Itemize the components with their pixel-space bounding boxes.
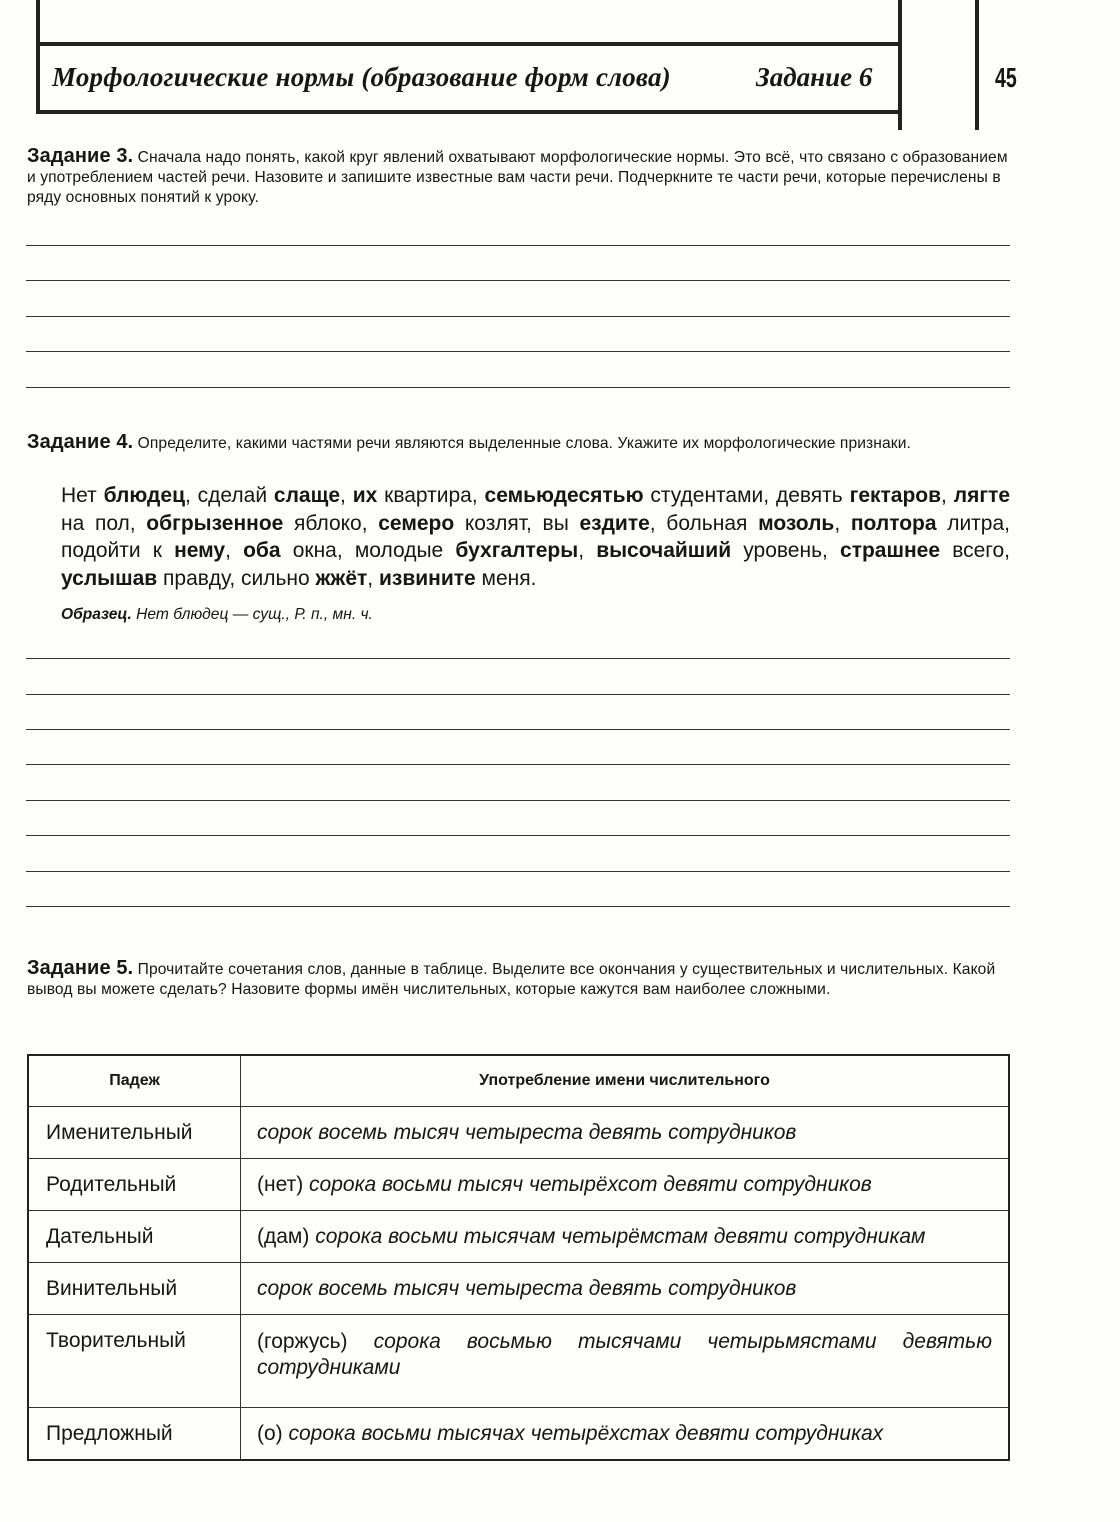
case-name: Предложный	[28, 1408, 241, 1461]
highlighted-word: ездите	[579, 511, 650, 535]
passage-plain-text: ,	[367, 566, 379, 590]
answer-line[interactable]	[26, 658, 1010, 659]
highlighted-word: блюдец	[103, 484, 185, 507]
answer-line[interactable]	[26, 694, 1010, 695]
numeral-usage	[241, 1263, 1010, 1315]
highlighted-word: нему	[174, 539, 226, 562]
highlighted-word: полтора	[850, 511, 937, 535]
table-header-row	[28, 1055, 1009, 1107]
task-4-label: Задание 4.	[27, 431, 134, 453]
highlighted-word: обгрызенное	[146, 511, 284, 535]
highlighted-word: семьюдесятью	[484, 484, 644, 507]
table-row	[28, 1263, 1009, 1315]
task-3-label: Задание 3.	[27, 145, 134, 167]
usage-phrase: сорок восемь тысяч четыреста девять сотрудников	[257, 1120, 797, 1144]
passage-plain-text: ,	[225, 539, 244, 562]
highlighted-word: слаще	[273, 484, 341, 507]
usage-prefix: (дам)	[257, 1224, 316, 1248]
passage-plain-text: ,	[578, 539, 597, 562]
sample-text: Нет блюдец — сущ., Р. п., мн. ч.	[136, 606, 373, 623]
highlighted-word: их	[352, 484, 378, 507]
numeral-usage	[241, 1315, 1010, 1408]
passage-plain-text: , сделай	[184, 484, 274, 507]
highlighted-word: высочайший	[596, 539, 732, 562]
case-name: Родительный	[28, 1159, 241, 1211]
case-name: Винительный	[28, 1263, 241, 1315]
passage-plain-text: яблоко,	[283, 511, 379, 535]
passage-plain-text: студентами, девять	[643, 484, 850, 507]
usage-phrase: сорока восьми тысяч четырёхсот девяти сотрудников	[309, 1172, 872, 1196]
table-row	[28, 1107, 1009, 1159]
column-header-case: Падеж	[28, 1055, 241, 1107]
usage-phrase: сорока восьми тысячах четырёхстах девяти сотрудниках	[288, 1421, 884, 1445]
passage-plain-text: ,	[941, 484, 954, 507]
passage-plain-text: литра, подойти к	[61, 511, 1010, 562]
answer-line[interactable]	[26, 387, 1010, 388]
answer-line[interactable]	[26, 906, 1010, 907]
usage-prefix: (нет)	[257, 1172, 310, 1196]
passage-plain-text: Нет	[61, 484, 104, 507]
passage-plain-text: окна, молодые	[280, 539, 456, 562]
answer-line[interactable]	[26, 280, 1010, 281]
usage-phrase: сорок восемь тысяч четыреста девять сотрудников	[257, 1276, 797, 1300]
page-edge-rule	[975, 0, 979, 130]
numeral-usage	[241, 1408, 1010, 1461]
table-row	[28, 1315, 1009, 1408]
highlighted-words-passage	[61, 482, 1010, 592]
task-4	[27, 432, 1010, 454]
usage-prefix: (о)	[257, 1421, 289, 1445]
task-4-text: Определите, какими частями речи являются выделенные слова. Укажите их морфологические признаки.	[137, 435, 911, 452]
task-5-label: Задание 5.	[27, 957, 134, 979]
passage-plain-text: козлят, вы	[454, 511, 580, 535]
highlighted-word: мозоль	[758, 511, 835, 535]
column-header-usage: Употребление имени числительного	[241, 1055, 1010, 1107]
table-row	[28, 1159, 1009, 1211]
answer-line[interactable]	[26, 729, 1010, 730]
usage-phrase: сорока восьми тысячам четырёмстам девяти сотрудникам	[315, 1224, 926, 1248]
section-title: Морфологические нормы (образование форм слова)	[52, 62, 671, 92]
highlighted-word: жжёт	[315, 566, 368, 590]
case-name: Дательный	[28, 1211, 241, 1263]
numeral-cases-table	[27, 1054, 1010, 1461]
answer-line[interactable]	[26, 351, 1010, 352]
passage-plain-text: всего,	[940, 539, 1011, 562]
answer-line[interactable]	[26, 800, 1010, 801]
page-number: 45	[995, 62, 1017, 93]
numeral-usage	[241, 1159, 1010, 1211]
task-5-text: Прочитайте сочетания слов, данные в таблице. Выделите все окончания у существительных и числительных. Какой вывод вы можете сделать? Назовите формы имён числительных, которые кажутся вам наиболее сложными.	[27, 961, 996, 998]
sample-line	[61, 606, 373, 624]
highlighted-word: лягте	[953, 484, 1011, 507]
answer-line[interactable]	[26, 764, 1010, 765]
answer-line[interactable]	[26, 245, 1010, 246]
highlighted-word: семеро	[378, 511, 455, 535]
table-row	[28, 1211, 1009, 1263]
highlighted-word: гектаров	[849, 484, 942, 507]
answer-line[interactable]	[26, 316, 1010, 317]
passage-plain-text: на пол,	[61, 511, 147, 535]
passage-plain-text: , больная	[649, 511, 759, 535]
passage-plain-text: ,	[340, 484, 353, 507]
answer-line[interactable]	[26, 871, 1010, 872]
usage-phrase: сорока восьмью тысячами четырьмястами девятью сотрудниками	[257, 1330, 992, 1379]
highlighted-word: страшнее	[840, 539, 941, 562]
usage-prefix: (горжусь)	[257, 1330, 374, 1353]
passage-plain-text: квартира,	[377, 484, 485, 507]
section-task-number: Задание 6	[756, 62, 873, 92]
highlighted-word: извините	[378, 566, 476, 590]
table-row	[28, 1408, 1009, 1461]
header-left-rule	[36, 0, 40, 46]
numeral-usage	[241, 1211, 1010, 1263]
passage-plain-text: ,	[834, 511, 851, 535]
highlighted-word: бухгалтеры	[455, 539, 579, 562]
highlighted-word: оба	[243, 539, 281, 562]
passage-plain-text: правду, сильно	[157, 566, 316, 590]
task-3-text: Сначала надо понять, какой круг явлений охватывают морфологические нормы. Это всё, что связано с образованием и употреблением частей речи. Назовите и запишите известные вам части речи. Подчеркните те части речи, которые перечислены в ряду основных понятий к уроку.	[27, 149, 1008, 206]
passage-plain-text: уровень,	[731, 539, 841, 562]
answer-line[interactable]	[26, 835, 1010, 836]
numeral-usage	[241, 1107, 1010, 1159]
highlighted-word: услышав	[61, 566, 158, 590]
task-5	[27, 958, 1010, 1000]
sample-label: Образец.	[61, 606, 132, 623]
case-name: Именительный	[28, 1107, 241, 1159]
case-name: Творительный	[28, 1315, 241, 1408]
passage-plain-text: меня.	[475, 566, 537, 590]
task-3	[27, 146, 1010, 208]
